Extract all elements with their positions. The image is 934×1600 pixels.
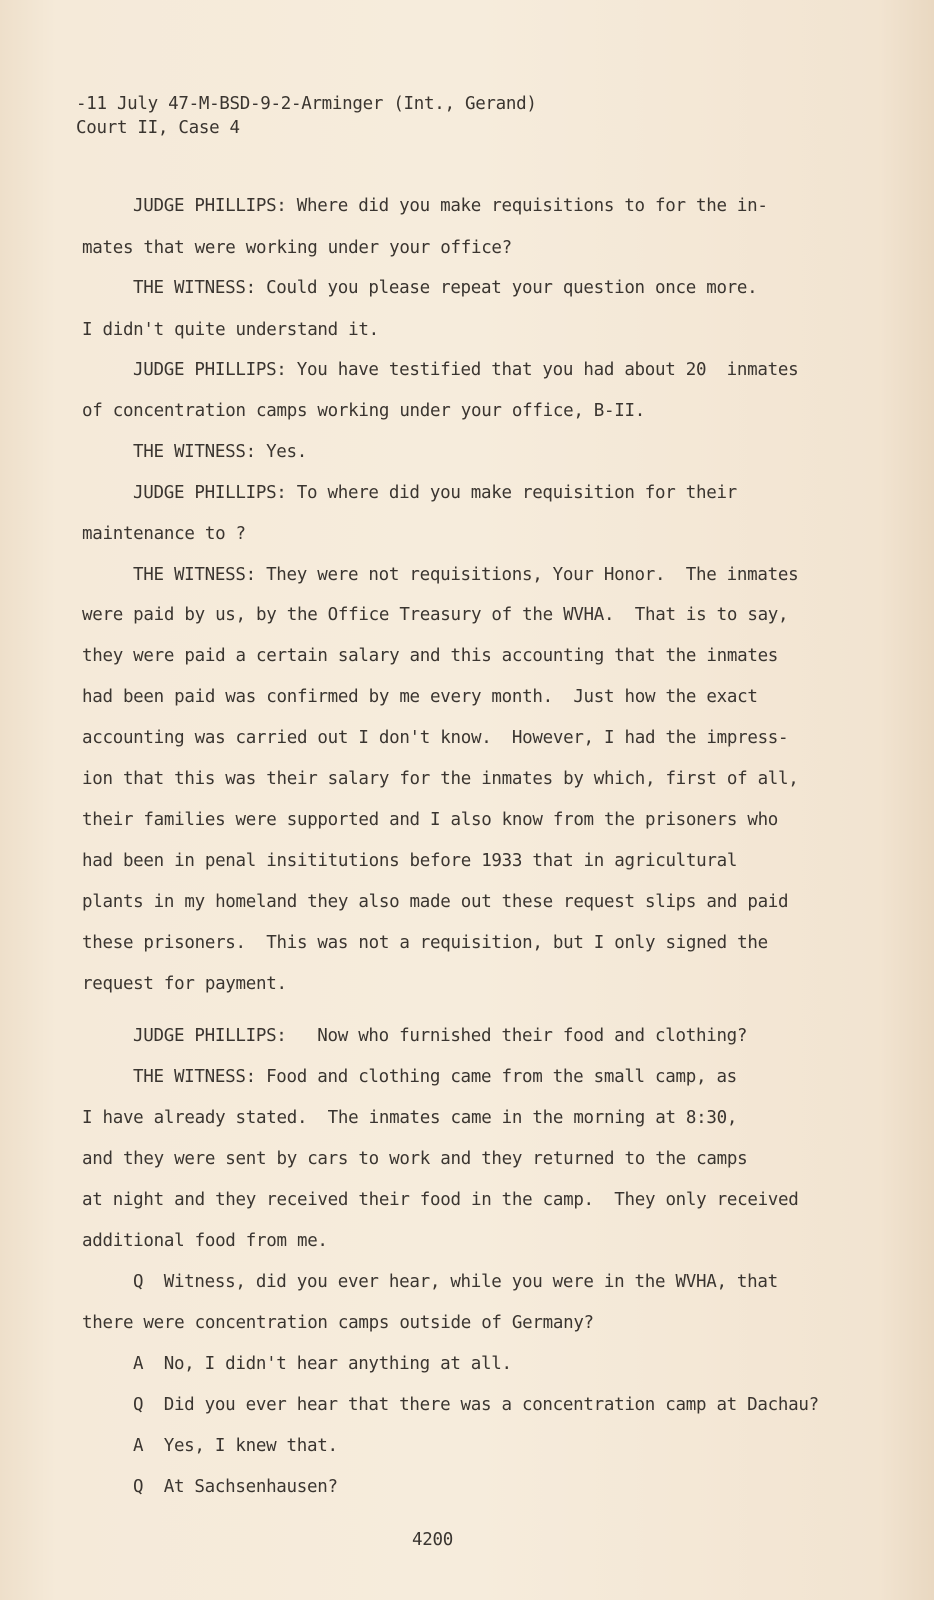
transcript-line: THE WITNESS: Yes. [133, 442, 308, 462]
transcript-line: there were concentration camps outside of Germany? [82, 1313, 594, 1333]
answer-line: A Yes, I knew that. [133, 1436, 338, 1456]
transcript-line: JUDGE PHILLIPS: To where did you make requisition for their [133, 483, 737, 503]
transcript-line: JUDGE PHILLIPS: Now who furnished their food and clothing? [133, 1026, 748, 1046]
transcript-line: maintenance to ? [82, 524, 246, 544]
header-line-1: -11 July 47-M-BSD-9-2-Arminger (Int., Gerand) [76, 94, 537, 114]
page-number: 4200 [412, 1530, 453, 1550]
transcript-line: their families were supported and I also know from the prisoners who [82, 810, 779, 830]
question-line: Q At Sachsenhausen? [133, 1477, 338, 1497]
transcript-line: and they were sent by cars to work and they returned to the camps [82, 1149, 748, 1169]
transcript-line: of concentration camps working under your office, B-II. [82, 401, 645, 421]
transcript-line: had been in penal insititutions before 1933 that in agricultural [82, 851, 738, 871]
transcript-line: I have already stated. The inmates came in the morning at 8:30, [82, 1108, 738, 1128]
transcript-line: mates that were working under your office? [82, 238, 512, 258]
header-line-2: Court II, Case 4 [76, 118, 240, 138]
transcript-line: THE WITNESS: They were not requisitions, Your Honor. The inmates [133, 565, 799, 585]
transcript-line: JUDGE PHILLIPS: You have testified that you had about 20 inmates [133, 360, 799, 380]
transcript-line: were paid by us, by the Office Treasury of the WVHA. That is to say, [82, 605, 789, 625]
transcript-line: plants in my homeland they also made out these request slips and paid [82, 892, 789, 912]
transcript-line: THE WITNESS: Could you please repeat your question once more. [133, 278, 758, 298]
transcript-line: I didn't quite understand it. [82, 320, 379, 340]
transcript-line: they were paid a certain salary and this accounting that the inmates [82, 646, 779, 666]
answer-line: A No, I didn't hear anything at all. [133, 1354, 512, 1374]
transcript-line: accounting was carried out I don't know. However, I had the impress- [82, 728, 789, 748]
transcript-line: additional food from me. [82, 1231, 328, 1251]
transcript-line: ion that this was their salary for the inmates by which, first of all, [82, 769, 799, 789]
transcript-line: these prisoners. This was not a requisition, but I only signed the [82, 933, 768, 953]
question-line: Q Witness, did you ever hear, while you were in the WVHA, that [133, 1272, 778, 1292]
transcript-line: THE WITNESS: Food and clothing came from the small camp, as [133, 1067, 737, 1087]
transcript-line: JUDGE PHILLIPS: Where did you make requisitions to for the in- [133, 196, 768, 216]
transcript-line: request for payment. [82, 974, 287, 994]
question-line: Q Did you ever hear that there was a concentration camp at Dachau? [133, 1395, 819, 1415]
transcript-line: at night and they received their food in the camp. They only received [82, 1190, 799, 1210]
transcript-line: had been paid was confirmed by me every month. Just how the exact [82, 687, 758, 707]
